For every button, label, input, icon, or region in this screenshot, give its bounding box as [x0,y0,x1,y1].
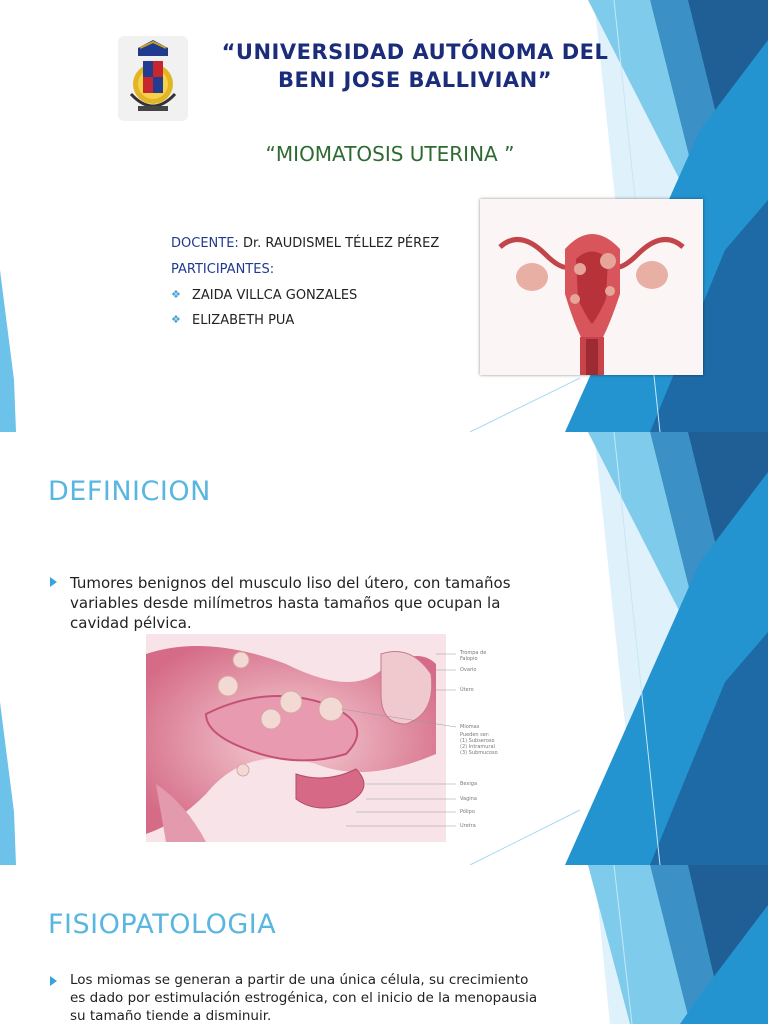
figure-label: (3) Submucoso [460,750,498,756]
university-logo [118,36,188,121]
participantes-label: PARTICIPANTES: [171,262,275,277]
text-line: Tumores benignos del musculo liso del útero, con tamaños [70,574,511,592]
figure-label: (2) Intramural [460,744,495,750]
figure-label: Útero [460,687,474,693]
bullet-arrow-icon [50,976,57,986]
uterus-illustration [480,199,703,375]
docente-label: DOCENTE: [171,236,239,251]
figure-label: Ovario [460,667,477,673]
docente-line [171,236,439,251]
slide-definicion [0,432,768,865]
bullet-diamond-icon: ❖ [171,313,181,326]
text-line: cavidad pélvica. [70,614,192,632]
slide-title [0,0,768,432]
fisiopatologia-text [70,971,537,1024]
participant-2: ELIZABETH PUA [192,313,295,328]
figure-label: Pueden ser: [460,732,490,738]
bullet-diamond-icon: ❖ [171,288,181,301]
text-line: es dado por estimulación estrogénica, con el inicio de la menopausia [70,990,538,1006]
figure-label: Pólipo [460,809,475,815]
definition-text [70,573,511,633]
text-line: su tamaño tiende a disminuir. [70,1008,272,1024]
participant-1: ZAIDA VILLCA GONZALES [192,288,358,303]
section-heading: DEFINICION [48,476,211,507]
figure-label: Bexiga [460,781,478,787]
topic-title: “MIOMATOSIS UTERINA ” [265,142,515,166]
slide-fisiopatologia [0,865,768,1024]
university-title: “UNIVERSIDAD AUTÓNOMA DEL BENI JOSE BALLIVIAN” [221,40,609,92]
figure-label: Falopio [460,656,478,662]
bullet-arrow-icon [50,577,57,587]
anatomy-figure [146,634,516,842]
figure-label: Vagina [460,796,477,802]
figure-label: (1) Subseroso [460,738,495,744]
docente-name: Dr. RAUDISMEL TÉLLEZ PÉREZ [242,236,440,251]
figure-label: Trompa de [460,650,487,656]
figure-label: Uretra [460,823,476,829]
section-heading: FISIOPATOLOGIA [48,909,277,940]
text-line: variables desde milímetros hasta tamaños que ocupan la [70,594,501,612]
text-line: Los miomas se generan a partir de una única célula, su crecimiento [70,972,529,988]
figure-label: Miomas [460,724,480,730]
